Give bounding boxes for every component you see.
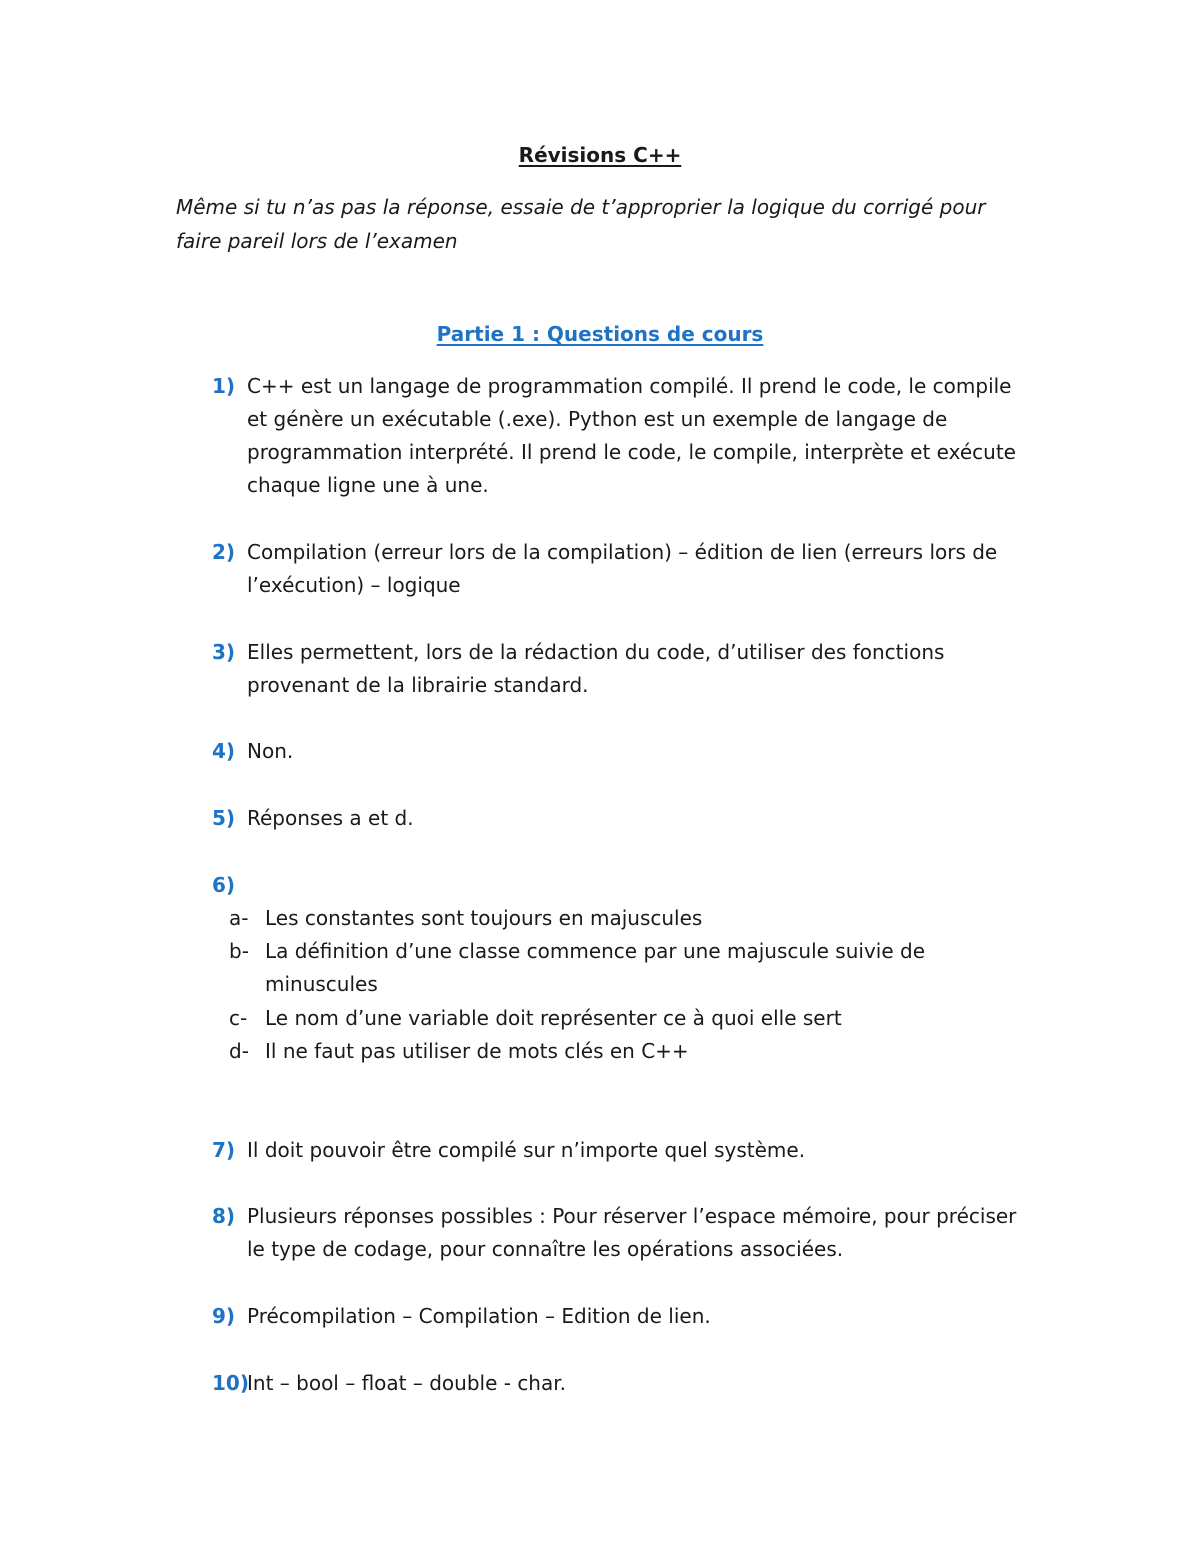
sub-item-letter: a- [229,906,249,930]
sub-item-letter: d- [229,1039,249,1063]
question-number: 8) [212,1204,236,1228]
question-answer: Réponses a et d. [247,806,414,830]
intro-text: Même si tu n’as pas la réponse, essaie de t’approprier la logique du corrigé pour faire pareil lors de l’examen [176,195,986,253]
question-number: 5) [212,806,236,830]
question-number: 3) [212,640,236,664]
question-item [212,802,1032,835]
question-number: 9) [212,1304,236,1328]
sub-item-text: La définition d’une classe commence par une majuscule suivie de minuscules [265,939,925,996]
question-item [212,636,1032,702]
question-answer: Précompilation – Compilation – Edition de lien. [247,1304,711,1328]
question-answer: Non. [247,739,294,763]
sub-item [229,902,1029,935]
sub-item-text: Le nom d’une variable doit représenter ce à quoi elle sert [265,1006,842,1030]
sub-item [229,935,1029,1001]
question-item [212,1134,1032,1167]
question-number: 10) [212,1371,249,1395]
question-answer: Int – bool – float – double - char. [247,1371,566,1395]
sub-item-text: Les constantes sont toujours en majuscules [265,906,703,930]
sub-item-text: Il ne faut pas utiliser de mots clés en C++ [265,1039,689,1063]
question-answer: Il doit pouvoir être compilé sur n’importe quel système. [247,1138,806,1162]
question-number: 2) [212,540,236,564]
question-number: 6) [212,873,236,897]
question-item [212,1367,1032,1400]
document-title: Révisions C++ [518,143,682,167]
question-answer: Compilation (erreur lors de la compilation) – édition de lien (erreurs lors de l’exécution) – logique [247,540,998,597]
question-item [212,735,1032,768]
question-item [212,1300,1032,1333]
question-number: 1) [212,374,236,398]
question-number: 7) [212,1138,236,1162]
sub-item-letter: c- [229,1006,248,1030]
sub-item [229,1035,1029,1068]
sub-item [229,1002,1029,1035]
question-item [212,1200,1032,1266]
question-item [212,536,1032,602]
section-title: Partie 1 : Questions de cours [436,322,764,346]
question-answer: C++ est un langage de programmation compilé. Il prend le code, le compile et génère un exécutable (.exe). Python est un exemple de langage de programmation interprété. Il prend le code, le compile, interprète et exécute chaque ligne une à une. [247,374,1016,497]
question-answer: Plusieurs réponses possibles : Pour réserver l’espace mémoire, pour préciser le type de codage, pour connaître les opérations associées. [247,1204,1017,1261]
question-answer: Elles permettent, lors de la rédaction du code, d’utiliser des fonctions provenant de la librairie standard. [247,640,945,697]
question-number: 4) [212,739,236,763]
sub-item-letter: b- [229,939,249,963]
question-item [212,370,1032,502]
